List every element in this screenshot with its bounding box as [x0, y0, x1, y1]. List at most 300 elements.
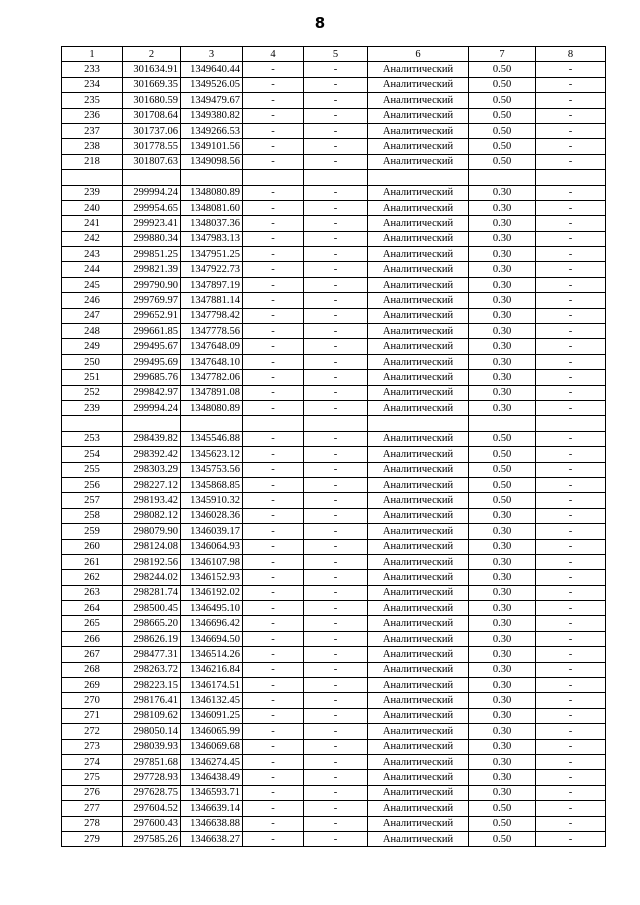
table-cell: - — [243, 477, 304, 492]
table-row — [62, 831, 606, 846]
table-cell: 0.30 — [469, 739, 536, 754]
table-cell: 1347782.06 — [181, 370, 243, 385]
table-cell: Аналитический — [368, 231, 469, 246]
table-cell: Аналитический — [368, 154, 469, 169]
table-cell: Аналитический — [368, 400, 469, 415]
table-cell: 238 — [62, 139, 123, 154]
table-cell: Аналитический — [368, 770, 469, 785]
table-cell: Аналитический — [368, 477, 469, 492]
table-row — [62, 123, 606, 138]
table-cell: 0.50 — [469, 108, 536, 123]
header-row — [62, 47, 606, 62]
table-cell: - — [536, 601, 606, 616]
table-cell: Аналитический — [368, 262, 469, 277]
table-row — [62, 339, 606, 354]
table-cell: - — [536, 154, 606, 169]
table-row — [62, 308, 606, 323]
table-cell: 235 — [62, 93, 123, 108]
table-cell: 279 — [62, 831, 123, 846]
table-cell: 253 — [62, 431, 123, 446]
table-cell: 301634.91 — [123, 62, 181, 77]
table-cell: Аналитический — [368, 462, 469, 477]
table-cell: 0.50 — [469, 139, 536, 154]
table-cell: - — [536, 77, 606, 92]
table-row — [62, 816, 606, 831]
table-cell: - — [243, 77, 304, 92]
table-cell: Аналитический — [368, 308, 469, 323]
table-cell: - — [243, 339, 304, 354]
table-cell: 1346514.26 — [181, 647, 243, 662]
table-cell: 301778.55 — [123, 139, 181, 154]
table-cell: 261 — [62, 554, 123, 569]
table-cell: - — [304, 93, 368, 108]
table-cell: 301680.59 — [123, 93, 181, 108]
table-cell: 265 — [62, 616, 123, 631]
table-cell: 1346107.98 — [181, 554, 243, 569]
table-cell: 298109.62 — [123, 708, 181, 723]
table-cell: 1348080.89 — [181, 185, 243, 200]
table-cell: 297728.93 — [123, 770, 181, 785]
table-cell: - — [243, 539, 304, 554]
table-cell: 266 — [62, 631, 123, 646]
table-cell: - — [304, 739, 368, 754]
table-row — [62, 231, 606, 246]
table-cell: - — [536, 354, 606, 369]
table-cell: Аналитический — [368, 139, 469, 154]
table-cell: 1347798.42 — [181, 308, 243, 323]
table-cell: 301737.06 — [123, 123, 181, 138]
table-cell: 299790.90 — [123, 277, 181, 292]
table-row — [62, 416, 606, 431]
table-row — [62, 154, 606, 169]
table-cell: 0.30 — [469, 724, 536, 739]
table-cell: Аналитический — [368, 647, 469, 662]
table-cell: Аналитический — [368, 631, 469, 646]
table-cell: Аналитический — [368, 216, 469, 231]
table-cell — [243, 170, 304, 185]
table-cell — [181, 170, 243, 185]
table-cell: - — [536, 247, 606, 262]
table-cell: Аналитический — [368, 324, 469, 339]
table-cell: - — [243, 231, 304, 246]
table-cell: Аналитический — [368, 585, 469, 600]
table-cell: Аналитический — [368, 601, 469, 616]
table-cell: 0.50 — [469, 462, 536, 477]
table-cell: - — [243, 801, 304, 816]
table-cell: 1347922.73 — [181, 262, 243, 277]
table-cell: - — [243, 831, 304, 846]
table-cell: - — [536, 708, 606, 723]
table-cell: 275 — [62, 770, 123, 785]
table-cell — [62, 416, 123, 431]
table-cell: Аналитический — [368, 123, 469, 138]
table-cell: 268 — [62, 662, 123, 677]
table-cell: - — [243, 185, 304, 200]
table-cell: - — [243, 431, 304, 446]
table-cell: 299842.97 — [123, 385, 181, 400]
table-cell: Аналитический — [368, 293, 469, 308]
table-cell: 262 — [62, 570, 123, 585]
table-cell: 1349640.44 — [181, 62, 243, 77]
table-cell: 299769.97 — [123, 293, 181, 308]
table-cell: Аналитический — [368, 493, 469, 508]
table-cell: 1349101.56 — [181, 139, 243, 154]
header-cell: 7 — [469, 47, 536, 62]
table-cell: - — [304, 693, 368, 708]
table-cell — [536, 416, 606, 431]
table-cell: 301708.64 — [123, 108, 181, 123]
table-cell: - — [304, 308, 368, 323]
table-cell: 0.30 — [469, 231, 536, 246]
table-cell: 0.30 — [469, 308, 536, 323]
table-cell: 0.50 — [469, 123, 536, 138]
table-row — [62, 400, 606, 415]
table-cell — [62, 170, 123, 185]
table-cell: - — [536, 123, 606, 138]
table-cell: Аналитический — [368, 539, 469, 554]
table-cell: 1349098.56 — [181, 154, 243, 169]
table-row — [62, 277, 606, 292]
table-cell: - — [243, 493, 304, 508]
table-cell: Аналитический — [368, 724, 469, 739]
table-cell: - — [536, 785, 606, 800]
table-cell: - — [536, 216, 606, 231]
table-cell: 257 — [62, 493, 123, 508]
table-cell: - — [243, 739, 304, 754]
table-cell: - — [304, 754, 368, 769]
table-row — [62, 370, 606, 385]
table-cell: 298281.74 — [123, 585, 181, 600]
table-cell: - — [304, 262, 368, 277]
table-row — [62, 647, 606, 662]
table-cell: 299495.67 — [123, 339, 181, 354]
table-row — [62, 477, 606, 492]
table-cell: Аналитический — [368, 354, 469, 369]
table-cell: - — [304, 647, 368, 662]
table-cell: - — [536, 431, 606, 446]
table-cell: - — [304, 277, 368, 292]
table-cell: - — [243, 93, 304, 108]
table-cell: Аналитический — [368, 431, 469, 446]
table-cell: 270 — [62, 693, 123, 708]
table-cell: 237 — [62, 123, 123, 138]
table-cell: 260 — [62, 539, 123, 554]
table-cell: 1349380.82 — [181, 108, 243, 123]
table-cell: Аналитический — [368, 108, 469, 123]
table-row — [62, 139, 606, 154]
table-cell: 0.30 — [469, 400, 536, 415]
table-cell: 297604.52 — [123, 801, 181, 816]
table-cell: 1345623.12 — [181, 447, 243, 462]
table-cell: - — [536, 678, 606, 693]
table-cell: 244 — [62, 262, 123, 277]
table-cell: - — [536, 508, 606, 523]
table-cell: - — [243, 524, 304, 539]
table-cell: 0.30 — [469, 185, 536, 200]
table-cell: 0.50 — [469, 431, 536, 446]
table-cell: - — [243, 462, 304, 477]
table-cell: 0.50 — [469, 477, 536, 492]
table-cell: 298500.45 — [123, 601, 181, 616]
table-cell: 1346091.25 — [181, 708, 243, 723]
table-cell: 0.50 — [469, 493, 536, 508]
table-cell: 0.30 — [469, 754, 536, 769]
table-cell: - — [536, 262, 606, 277]
table-row — [62, 570, 606, 585]
table-cell: 299923.41 — [123, 216, 181, 231]
table-cell: - — [536, 570, 606, 585]
table-cell: - — [243, 370, 304, 385]
table-cell — [181, 416, 243, 431]
table-cell: - — [304, 678, 368, 693]
header-cell: 3 — [181, 47, 243, 62]
table-cell: 1347897.19 — [181, 277, 243, 292]
table-cell: - — [536, 339, 606, 354]
table-cell: 0.50 — [469, 77, 536, 92]
table-cell — [123, 416, 181, 431]
table-cell: - — [243, 631, 304, 646]
table-cell: 274 — [62, 754, 123, 769]
table-cell: Аналитический — [368, 816, 469, 831]
table-cell: - — [304, 77, 368, 92]
table-cell: - — [536, 370, 606, 385]
table-cell: Аналитический — [368, 508, 469, 523]
table-cell: - — [304, 354, 368, 369]
table-cell: 0.30 — [469, 601, 536, 616]
table-cell: 298223.15 — [123, 678, 181, 693]
table-cell: 0.30 — [469, 524, 536, 539]
table-cell: - — [536, 93, 606, 108]
coordinates-table — [61, 46, 606, 847]
table-cell: 0.30 — [469, 293, 536, 308]
table-cell: 299652.91 — [123, 308, 181, 323]
table-row — [62, 678, 606, 693]
table-cell: - — [243, 447, 304, 462]
table-cell: 234 — [62, 77, 123, 92]
table-cell: 252 — [62, 385, 123, 400]
table-cell — [469, 170, 536, 185]
table-cell: 276 — [62, 785, 123, 800]
table-cell: 0.30 — [469, 647, 536, 662]
table-cell: Аналитический — [368, 447, 469, 462]
table-cell: - — [536, 554, 606, 569]
table-cell: - — [536, 801, 606, 816]
table-cell: - — [536, 724, 606, 739]
table-cell: 0.30 — [469, 585, 536, 600]
table-cell: Аналитический — [368, 693, 469, 708]
table-cell: - — [243, 262, 304, 277]
table-cell: 1345546.88 — [181, 431, 243, 446]
table-cell: 299994.24 — [123, 400, 181, 415]
table-cell: - — [304, 339, 368, 354]
table-row — [62, 108, 606, 123]
table-cell: 0.30 — [469, 785, 536, 800]
table-cell: - — [304, 631, 368, 646]
table-cell: 249 — [62, 339, 123, 354]
table-cell: - — [243, 770, 304, 785]
table-cell: - — [536, 447, 606, 462]
table-cell: 277 — [62, 801, 123, 816]
table-cell: - — [243, 139, 304, 154]
table-cell: 248 — [62, 324, 123, 339]
table-cell: - — [304, 462, 368, 477]
table-cell: - — [243, 754, 304, 769]
table-row — [62, 77, 606, 92]
table-cell: - — [243, 293, 304, 308]
page-number: 8 — [314, 14, 326, 32]
table-cell: - — [536, 139, 606, 154]
table-cell: 1345910.32 — [181, 493, 243, 508]
table-cell: - — [243, 308, 304, 323]
table-cell: 1347983.13 — [181, 231, 243, 246]
table-cell: - — [243, 123, 304, 138]
table-cell: 298124.08 — [123, 539, 181, 554]
table-cell — [304, 170, 368, 185]
table-row — [62, 354, 606, 369]
table-cell: 254 — [62, 447, 123, 462]
table-cell: 299661.85 — [123, 324, 181, 339]
table-cell: - — [243, 324, 304, 339]
table-row — [62, 539, 606, 554]
table-cell — [368, 170, 469, 185]
table-cell: Аналитический — [368, 200, 469, 215]
table-cell: Аналитический — [368, 62, 469, 77]
table-cell: 0.30 — [469, 554, 536, 569]
table-cell: 0.30 — [469, 339, 536, 354]
table-cell: 1346065.99 — [181, 724, 243, 739]
table-cell: - — [304, 616, 368, 631]
table-cell: 241 — [62, 216, 123, 231]
header-cell: 4 — [243, 47, 304, 62]
table-cell: 1346638.88 — [181, 816, 243, 831]
table-cell — [304, 416, 368, 431]
table-cell: 0.30 — [469, 324, 536, 339]
table-cell: - — [243, 570, 304, 585]
table-cell: - — [243, 678, 304, 693]
table-cell: - — [304, 370, 368, 385]
table-cell: 1346495.10 — [181, 601, 243, 616]
table-cell: 243 — [62, 247, 123, 262]
table-cell: 0.30 — [469, 631, 536, 646]
table-cell: 0.30 — [469, 200, 536, 215]
table-row — [62, 554, 606, 569]
table-cell: - — [536, 324, 606, 339]
table-cell: 298050.14 — [123, 724, 181, 739]
table-cell: 1347648.10 — [181, 354, 243, 369]
table-cell: - — [536, 739, 606, 754]
table-cell: 1346639.14 — [181, 801, 243, 816]
table-cell: - — [304, 801, 368, 816]
table-cell: 0.30 — [469, 693, 536, 708]
table-cell: - — [304, 601, 368, 616]
header-cell: 2 — [123, 47, 181, 62]
table-cell: Аналитический — [368, 662, 469, 677]
table-cell: 0.50 — [469, 816, 536, 831]
table-row — [62, 293, 606, 308]
table-cell: 1346438.49 — [181, 770, 243, 785]
table-cell: 0.30 — [469, 370, 536, 385]
table-row — [62, 801, 606, 816]
table-cell: - — [536, 231, 606, 246]
table-cell: Аналитический — [368, 554, 469, 569]
table-cell: - — [243, 216, 304, 231]
table-row — [62, 462, 606, 477]
table-cell: - — [304, 123, 368, 138]
table-cell: - — [304, 293, 368, 308]
table-cell: 298263.72 — [123, 662, 181, 677]
table-cell: 298082.12 — [123, 508, 181, 523]
table-row — [62, 693, 606, 708]
table-cell: - — [304, 570, 368, 585]
table-cell: Аналитический — [368, 370, 469, 385]
table-cell: - — [243, 693, 304, 708]
table-cell: Аналитический — [368, 831, 469, 846]
table-cell: - — [243, 247, 304, 262]
table-cell: Аналитический — [368, 616, 469, 631]
table-row — [62, 770, 606, 785]
table-cell: - — [536, 524, 606, 539]
table-cell: 1345753.56 — [181, 462, 243, 477]
table-cell: 299821.39 — [123, 262, 181, 277]
table-row — [62, 785, 606, 800]
table-cell: 1346694.50 — [181, 631, 243, 646]
table-cell: - — [304, 585, 368, 600]
table-cell: 298079.90 — [123, 524, 181, 539]
table-cell: - — [536, 754, 606, 769]
table-cell: 298193.42 — [123, 493, 181, 508]
table-cell: - — [304, 200, 368, 215]
table-cell: 298477.31 — [123, 647, 181, 662]
table-cell: 242 — [62, 231, 123, 246]
table-cell: Аналитический — [368, 93, 469, 108]
table-cell: - — [304, 785, 368, 800]
table-cell: - — [536, 308, 606, 323]
table-row — [62, 247, 606, 262]
table-cell: 0.30 — [469, 508, 536, 523]
table-cell: 0.50 — [469, 801, 536, 816]
table-cell: - — [243, 108, 304, 123]
table-cell: 0.50 — [469, 447, 536, 462]
table-cell: 1346174.51 — [181, 678, 243, 693]
table-cell: 259 — [62, 524, 123, 539]
table-cell: - — [304, 770, 368, 785]
table-cell: 299954.65 — [123, 200, 181, 215]
table-cell: 0.30 — [469, 277, 536, 292]
table-cell: - — [304, 385, 368, 400]
table-cell: - — [243, 724, 304, 739]
table-row — [62, 493, 606, 508]
table-cell: - — [304, 493, 368, 508]
table-row — [62, 524, 606, 539]
table-cell: 0.30 — [469, 708, 536, 723]
table-cell: 0.30 — [469, 354, 536, 369]
table-cell: 258 — [62, 508, 123, 523]
table-cell: 1346192.02 — [181, 585, 243, 600]
table-cell: 298227.12 — [123, 477, 181, 492]
table-cell: - — [536, 293, 606, 308]
table-cell: 301669.35 — [123, 77, 181, 92]
table-row — [62, 447, 606, 462]
table-cell: 0.50 — [469, 831, 536, 846]
table-cell: 1346132.45 — [181, 693, 243, 708]
table-cell: - — [304, 431, 368, 446]
table-cell: 0.50 — [469, 93, 536, 108]
table-cell: - — [243, 554, 304, 569]
table-cell: 246 — [62, 293, 123, 308]
table-cell: 1348081.60 — [181, 200, 243, 215]
table-cell: - — [304, 539, 368, 554]
table-cell: Аналитический — [368, 77, 469, 92]
